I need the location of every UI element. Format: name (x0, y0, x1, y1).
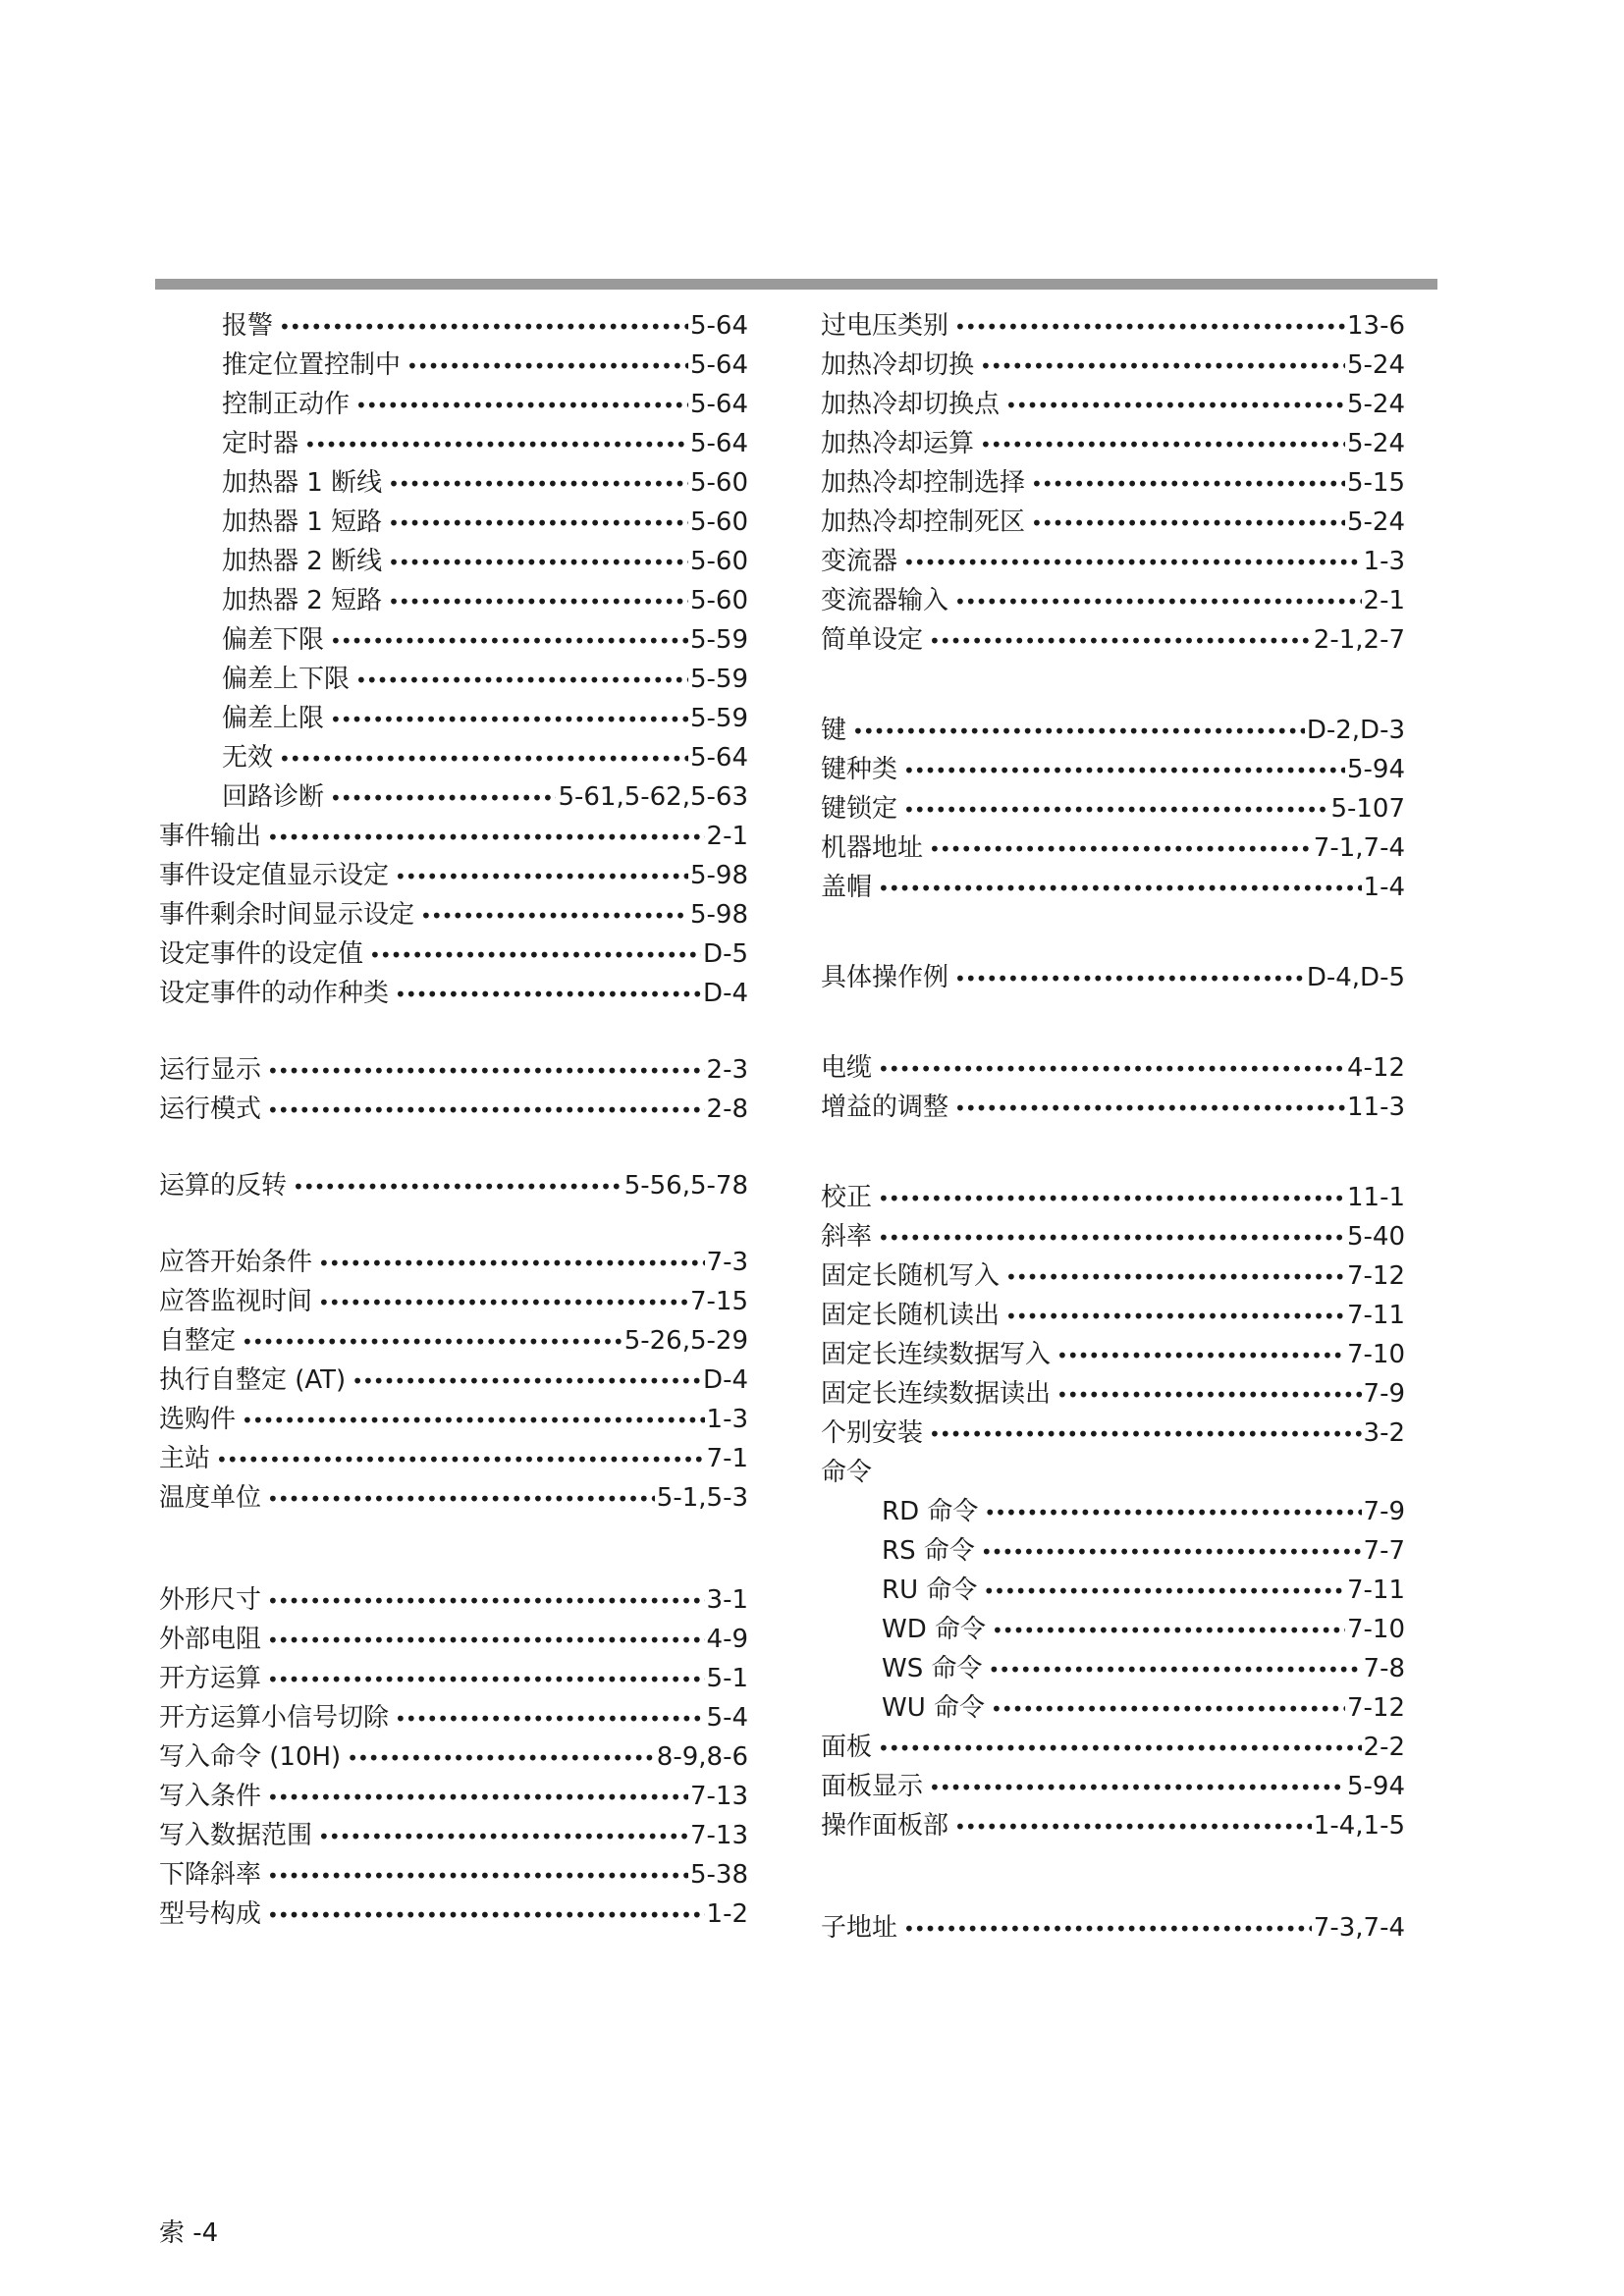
index-subentry (821, 1571, 1405, 1610)
page-reference: 5-94 (1346, 1772, 1405, 1801)
index-entry (821, 1178, 1405, 1217)
dot-leader (1005, 1297, 1345, 1336)
index-term: 面板显示 (821, 1772, 924, 1801)
index-subentry (821, 1492, 1405, 1531)
section-gap (159, 1129, 748, 1166)
index-entry (821, 1806, 1405, 1845)
index-entry (821, 711, 1405, 750)
dot-leader (1056, 1336, 1345, 1375)
index-entry (821, 828, 1405, 868)
index-term: 加热冷却控制死区 (821, 507, 1026, 537)
index-term: 机器地址 (821, 833, 924, 863)
index-subentry (821, 1688, 1405, 1728)
dot-leader (981, 1532, 1362, 1572)
dot-leader (878, 1218, 1345, 1257)
index-subentry (159, 620, 748, 660)
index-term: 加热器 2 断线 (222, 547, 383, 576)
page-reference: 7-12 (1346, 1693, 1405, 1723)
page-reference: 7-10 (1346, 1615, 1405, 1644)
index-term: 设定事件的设定值 (159, 939, 364, 969)
index-term: 简单设定 (821, 625, 924, 655)
dot-leader (388, 464, 688, 504)
index-entry (821, 1048, 1405, 1088)
index-term: 变流器 (821, 547, 898, 576)
dot-leader (903, 543, 1362, 582)
index-entry (821, 306, 1405, 346)
index-term: 盖帽 (821, 873, 873, 902)
dot-leader (304, 425, 688, 464)
index-entry (159, 1659, 748, 1698)
index-term: 控制正动作 (222, 390, 351, 419)
index-term: 选购件 (159, 1405, 237, 1434)
page-reference: 7-10 (1346, 1340, 1405, 1369)
page-reference: 2-1 (706, 822, 748, 851)
page-reference: 5-61,5-62,5-63 (558, 782, 748, 812)
dot-leader (267, 1091, 705, 1130)
dot-leader (903, 1909, 1312, 1949)
dot-leader (420, 896, 688, 935)
index-subentry (821, 1649, 1405, 1688)
index-term: 开方运算 (159, 1664, 262, 1693)
page-reference: 7-9 (1363, 1379, 1405, 1409)
page-reference: 5-64 (689, 743, 748, 773)
dot-leader (1031, 464, 1345, 504)
section-gap (159, 1205, 748, 1243)
page-number: 索 -4 (159, 2218, 219, 2248)
index-subentry (159, 424, 748, 463)
index-term: 偏差上下限 (222, 665, 351, 694)
index-term: 加热冷却控制选择 (821, 468, 1026, 498)
header-rule (155, 279, 1437, 290)
page-reference: 7-11 (1346, 1575, 1405, 1605)
page-reference: 5-60 (689, 586, 748, 615)
index-term: 事件输出 (159, 822, 262, 851)
index-entry (159, 1400, 748, 1439)
page-reference: 5-59 (689, 704, 748, 733)
dot-leader (984, 1493, 1361, 1532)
dot-leader (330, 778, 556, 818)
page-reference: 5-38 (689, 1860, 748, 1890)
dot-leader (388, 504, 688, 543)
index-term: 回路诊断 (222, 782, 325, 812)
page-reference: 5-107 (1330, 794, 1405, 824)
index-entry (159, 817, 748, 856)
page-reference: 5-64 (689, 311, 748, 341)
index-entry (159, 1361, 748, 1400)
page-reference: 1-3 (1363, 547, 1405, 576)
index-term: RD 命令 (882, 1497, 979, 1526)
dot-leader (267, 1621, 705, 1660)
dot-leader (267, 1660, 705, 1699)
page-reference: 7-13 (689, 1782, 748, 1811)
index-term: 型号构成 (159, 1899, 262, 1929)
index-term: 子地址 (821, 1913, 898, 1943)
dot-leader (279, 307, 688, 347)
dot-leader (267, 818, 705, 857)
index-entry (159, 1321, 748, 1361)
page-reference: 5-98 (689, 900, 748, 930)
index-term: 电缆 (821, 1053, 873, 1083)
index-entry (159, 1090, 748, 1129)
dot-leader (878, 869, 1362, 908)
index-term: 命令 (821, 1458, 873, 1487)
page-reference: 5-24 (1346, 390, 1405, 419)
dot-leader (267, 1051, 705, 1091)
dot-leader (267, 1896, 705, 1935)
page-reference: 7-13 (689, 1821, 748, 1850)
page-reference: 5-4 (706, 1703, 748, 1733)
dot-leader (992, 1611, 1345, 1650)
index-subentry (159, 346, 748, 385)
index-subentry (821, 1610, 1405, 1649)
dot-leader (355, 661, 688, 700)
dot-leader (929, 1768, 1345, 1807)
index-term: 自整定 (159, 1326, 237, 1356)
dot-leader (279, 739, 688, 778)
page-reference: 13-6 (1346, 311, 1405, 341)
dot-leader (318, 1817, 688, 1856)
dot-leader (330, 700, 688, 739)
page-reference: 5-94 (1346, 755, 1405, 784)
dot-leader (954, 959, 1305, 998)
index-term: 写入数据范围 (159, 1821, 313, 1850)
page-reference: 5-60 (689, 507, 748, 537)
page-reference: 5-60 (689, 547, 748, 576)
index-entry (159, 895, 748, 934)
dot-leader (293, 1167, 623, 1206)
index-entry (821, 1453, 1405, 1492)
index-term: 运行模式 (159, 1095, 262, 1124)
page-reference: 7-1 (706, 1444, 748, 1473)
page-reference: 11-3 (1346, 1093, 1405, 1122)
page-reference: 5-64 (689, 350, 748, 380)
index-entry (821, 424, 1405, 463)
page-reference: 5-60 (689, 468, 748, 498)
index-entry (159, 974, 748, 1013)
index-term: 操作面板部 (821, 1811, 949, 1841)
index-entry (821, 1374, 1405, 1414)
index-term: WS 命令 (882, 1654, 983, 1683)
index-term: 温度单位 (159, 1483, 262, 1513)
index-entry (821, 346, 1405, 385)
page-reference: D-4 (703, 979, 748, 1008)
index-term: 执行自整定 (AT) (159, 1365, 347, 1395)
page-reference: 5-26,5-29 (623, 1326, 748, 1356)
dot-leader (929, 621, 1312, 661)
page-reference: 5-59 (689, 665, 748, 694)
dot-leader (406, 347, 688, 386)
index-term: 设定事件的动作种类 (159, 979, 390, 1008)
page-reference: D-5 (703, 939, 748, 969)
dot-leader (991, 1689, 1345, 1729)
index-entry (159, 1580, 748, 1620)
dot-leader (388, 582, 688, 621)
dot-leader (1005, 1257, 1345, 1297)
index-subentry (159, 777, 748, 817)
index-term: 应答监视时间 (159, 1287, 313, 1316)
index-term: 键种类 (821, 755, 898, 784)
index-term: 固定长随机写入 (821, 1261, 1001, 1291)
index-term: 加热器 1 断线 (222, 468, 383, 498)
index-subentry (159, 503, 748, 542)
section-gap (821, 660, 1405, 711)
index-term: WD 命令 (882, 1615, 986, 1644)
page-reference: 7-3 (706, 1248, 748, 1277)
page-reference: 2-3 (706, 1055, 748, 1085)
index-entry (821, 1296, 1405, 1335)
dot-leader (1005, 386, 1345, 425)
dot-leader (318, 1244, 705, 1283)
index-term: 加热器 2 短路 (222, 586, 383, 615)
index-term: 增益的调整 (821, 1093, 949, 1122)
page-reference: 5-24 (1346, 429, 1405, 458)
index-entry (159, 1478, 748, 1518)
dot-leader (903, 751, 1345, 790)
page-reference: 5-59 (689, 625, 748, 655)
dot-leader (347, 1738, 655, 1778)
page-reference: 3-1 (706, 1585, 748, 1615)
dot-leader (267, 1581, 705, 1621)
index-entry (821, 1335, 1405, 1374)
index-entry (821, 1256, 1405, 1296)
index-subentry (159, 385, 748, 424)
index-term: 个别安装 (821, 1418, 924, 1448)
section-gap (821, 907, 1405, 958)
page-reference: 4-9 (706, 1625, 748, 1654)
dot-leader (1031, 504, 1345, 543)
index-term: 斜率 (821, 1222, 873, 1252)
index-term: 写入条件 (159, 1782, 262, 1811)
index-term: 事件设定值显示设定 (159, 861, 390, 890)
dot-leader (903, 790, 1328, 829)
page-reference: 7-8 (1363, 1654, 1405, 1683)
index-entry (821, 463, 1405, 503)
section-gap (821, 997, 1405, 1048)
index-subentry (159, 660, 748, 699)
dot-leader (852, 712, 1305, 751)
page-reference: 1-2 (706, 1899, 748, 1929)
index-term: 偏差上限 (222, 704, 325, 733)
index-subentry (159, 463, 748, 503)
index-entry (821, 542, 1405, 581)
index-term: 事件剩余时间显示设定 (159, 900, 415, 930)
page-reference: 7-1,7-4 (1313, 833, 1405, 863)
page-reference: 5-56,5-78 (623, 1171, 748, 1201)
page-reference: 7-11 (1346, 1301, 1405, 1330)
index-term: 外部电阻 (159, 1625, 262, 1654)
index-entry (159, 1737, 748, 1777)
page-reference: D-4 (703, 1365, 748, 1395)
page-reference: 2-8 (706, 1095, 748, 1124)
page-reference: 3-2 (1363, 1418, 1405, 1448)
dot-leader (988, 1650, 1361, 1689)
index-entry (159, 1895, 748, 1934)
dot-leader (980, 425, 1345, 464)
index-term: WU 命令 (882, 1693, 986, 1723)
index-column-left (159, 306, 748, 1934)
dot-leader (388, 543, 688, 582)
page-reference: 2-2 (1363, 1733, 1405, 1762)
page-reference: 5-64 (689, 429, 748, 458)
index-term: 加热冷却运算 (821, 429, 975, 458)
dot-leader (878, 1729, 1362, 1768)
index-subentry (159, 699, 748, 738)
index-term: 无效 (222, 743, 274, 773)
index-entry (159, 1855, 748, 1895)
page-reference: 7-9 (1363, 1497, 1405, 1526)
dot-leader (395, 857, 688, 896)
page-reference: 1-4 (1363, 873, 1405, 902)
dot-leader (954, 582, 1362, 621)
dot-leader (267, 1778, 688, 1817)
index-entry (821, 620, 1405, 660)
index-entry (159, 1050, 748, 1090)
index-entry (159, 1282, 748, 1321)
page-reference: 5-40 (1346, 1222, 1405, 1252)
index-term: RU 命令 (882, 1575, 978, 1605)
index-column-right (821, 306, 1405, 1948)
index-term: 写入命令 (10H) (159, 1742, 342, 1772)
index-term: 加热冷却切换点 (821, 390, 1001, 419)
page-reference: 7-12 (1346, 1261, 1405, 1291)
page-reference: 5-64 (689, 390, 748, 419)
dot-leader (1056, 1375, 1362, 1415)
dot-leader (330, 621, 688, 661)
index-subentry (159, 542, 748, 581)
index-term: 固定长连续数据写入 (821, 1340, 1052, 1369)
page-reference: 2-1,2-7 (1313, 625, 1405, 655)
index-term: 过电压类别 (821, 311, 949, 341)
index-entry (159, 1816, 748, 1855)
dot-leader (216, 1440, 705, 1479)
dot-leader (318, 1283, 688, 1322)
dot-leader (929, 829, 1312, 869)
index-subentry (159, 738, 748, 777)
index-term: 固定长随机读出 (821, 1301, 1001, 1330)
page-reference: 5-98 (689, 861, 748, 890)
dot-leader (267, 1856, 688, 1896)
index-entry (821, 503, 1405, 542)
index-entry (821, 789, 1405, 828)
dot-leader (954, 307, 1345, 347)
index-entry (159, 1439, 748, 1478)
page-reference: 5-1,5-3 (656, 1483, 748, 1513)
index-term: 键锁定 (821, 794, 898, 824)
index-term: 外形尺寸 (159, 1585, 262, 1615)
index-term: 推定位置控制中 (222, 350, 402, 380)
index-entry (159, 1698, 748, 1737)
page-reference: D-2,D-3 (1306, 716, 1405, 745)
index-term: 主站 (159, 1444, 211, 1473)
dot-leader (352, 1362, 701, 1401)
index-term: 开方运算小信号切除 (159, 1703, 390, 1733)
index-entry (821, 750, 1405, 789)
index-entry (159, 856, 748, 895)
index-entry (821, 385, 1405, 424)
page-reference: 1-3 (706, 1405, 748, 1434)
index-entry (821, 868, 1405, 907)
index-term: 变流器输入 (821, 586, 949, 615)
index-entry (821, 1414, 1405, 1453)
dot-leader (954, 1807, 1312, 1846)
page-reference: 7-15 (689, 1287, 748, 1316)
index-entry (821, 1088, 1405, 1127)
index-term: 固定长连续数据读出 (821, 1379, 1052, 1409)
dot-leader (369, 935, 701, 975)
index-entry (821, 1728, 1405, 1767)
dot-leader (980, 347, 1345, 386)
index-term: 校正 (821, 1183, 873, 1212)
index-term: 偏差下限 (222, 625, 325, 655)
index-subentry (821, 1531, 1405, 1571)
dot-leader (395, 1699, 705, 1738)
index-entry (159, 1620, 748, 1659)
index-term: 加热冷却切换 (821, 350, 975, 380)
dot-leader (355, 386, 688, 425)
dot-leader (929, 1415, 1362, 1454)
index-term: 面板 (821, 1733, 873, 1762)
section-gap (821, 1845, 1405, 1908)
page-reference: 2-1 (1363, 586, 1405, 615)
page-reference: 5-1 (706, 1664, 748, 1693)
index-term: 加热器 1 短路 (222, 507, 383, 537)
section-gap (159, 1518, 748, 1580)
page-reference: 5-24 (1346, 507, 1405, 537)
dot-leader (267, 1479, 655, 1519)
index-term: 报警 (222, 311, 274, 341)
index-entry (159, 934, 748, 974)
page-reference: 1-4,1-5 (1313, 1811, 1405, 1841)
index-entry (159, 1166, 748, 1205)
section-gap (821, 1127, 1405, 1178)
page-reference: 7-3,7-4 (1313, 1913, 1405, 1943)
page-reference: 7-7 (1363, 1536, 1405, 1566)
dot-leader (242, 1322, 623, 1362)
index-term: 定时器 (222, 429, 299, 458)
index-entry (159, 1243, 748, 1282)
dot-leader (878, 1179, 1345, 1218)
index-term: 键 (821, 716, 847, 745)
index-term: 运算的反转 (159, 1171, 288, 1201)
index-entry (821, 958, 1405, 997)
page-reference: 5-15 (1346, 468, 1405, 498)
dot-leader (395, 975, 701, 1014)
page-reference: D-4,D-5 (1306, 963, 1405, 992)
index-term: 具体操作例 (821, 963, 949, 992)
page-reference: 8-9,8-6 (656, 1742, 748, 1772)
index-subentry (159, 581, 748, 620)
index-entry (821, 1217, 1405, 1256)
index-term: RS 命令 (882, 1536, 975, 1566)
index-term: 运行显示 (159, 1055, 262, 1085)
index-term: 应答开始条件 (159, 1248, 313, 1277)
index-entry (159, 1777, 748, 1816)
dot-leader (878, 1049, 1345, 1089)
dot-leader (954, 1089, 1345, 1128)
index-subentry (159, 306, 748, 346)
section-gap (159, 1013, 748, 1050)
index-entry (821, 581, 1405, 620)
dot-leader (242, 1401, 705, 1440)
dot-leader (983, 1572, 1345, 1611)
page-reference: 5-24 (1346, 350, 1405, 380)
index-entry (821, 1908, 1405, 1948)
page-reference: 4-12 (1346, 1053, 1405, 1083)
index-entry (821, 1767, 1405, 1806)
index-term: 下降斜率 (159, 1860, 262, 1890)
page-reference: 11-1 (1346, 1183, 1405, 1212)
